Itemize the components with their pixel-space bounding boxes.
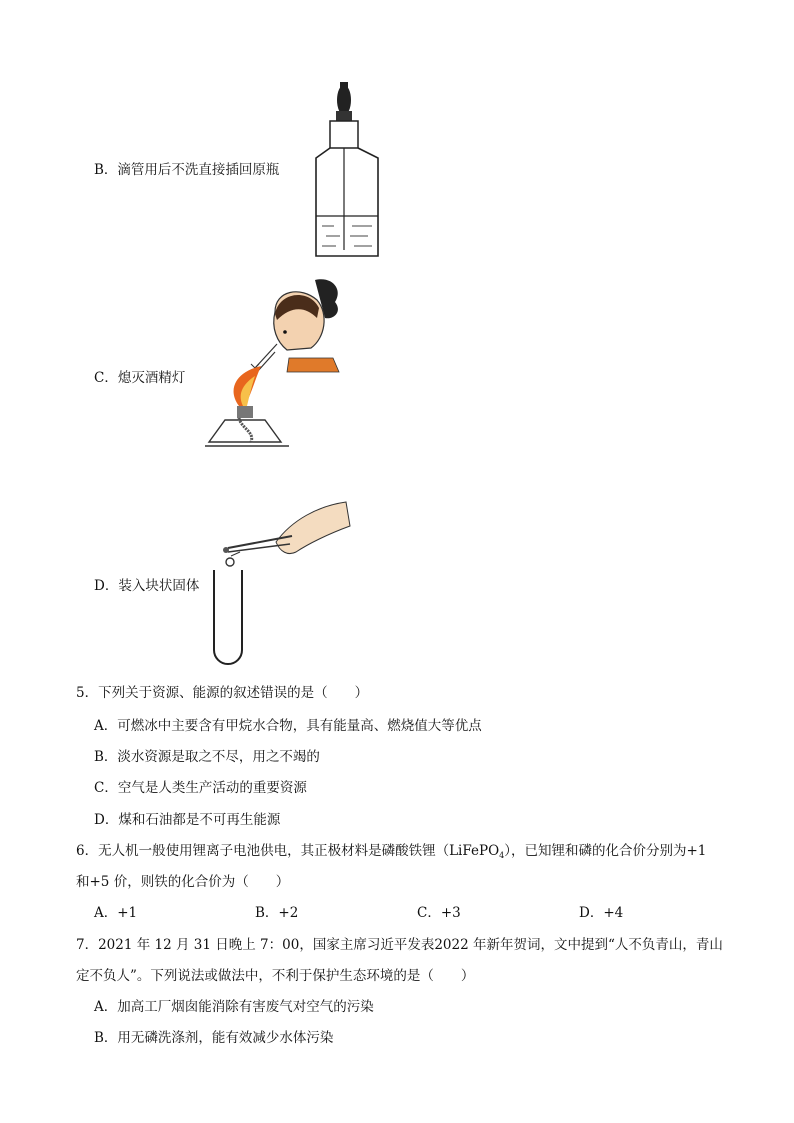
- q6-stem-before: 6．无人机一般使用锂离子电池供电，其正极材料是磷酸铁锂（LiFePO: [76, 843, 500, 859]
- q6-stem-after: ），已知锂和磷的化合价分别为+1: [504, 843, 707, 859]
- q5-option-c: C．空气是人类生产活动的重要资源: [94, 780, 307, 796]
- question-5-stem: 5．下列关于资源、能源的叙述错误的是（ ）: [76, 685, 369, 701]
- tweezers-test-tube-icon: [208, 500, 353, 674]
- q6-option-a: A．+1: [94, 905, 138, 921]
- question-7-stem-line-1: 7．2021 年 12 月 31 日晚上 7：00，国家主席习近平发表2022 年新年贺词，文中提到“人不负青山，青山: [76, 937, 723, 953]
- option-b-label: B．滴管用后不洗直接插回原瓶: [94, 162, 280, 178]
- question-7-stem-line-2: 定不负人”。下列说法或做法中，不利于保护生态环境的是（ ）: [76, 968, 475, 984]
- option-c-label: C．熄灭酒精灯: [94, 370, 186, 386]
- question-6-stem-line-1: [76, 842, 706, 865]
- q5-option-d: D．煤和石油都是不可再生能源: [94, 812, 281, 828]
- q6-option-d: D．+4: [579, 905, 624, 921]
- dropper-bottle-icon: [300, 78, 390, 264]
- q7-option-b: B．用无磷洗涤剂，能有效减少水体污染: [94, 1030, 334, 1046]
- q5-option-a: A．可燃冰中主要含有甲烷水合物，具有能量高、燃烧值大等优点: [94, 718, 482, 734]
- question-6-stem-line-2: 和+5 价，则铁的化合价为（ ）: [76, 874, 290, 890]
- q6-option-b: B．+2: [255, 905, 299, 921]
- q7-option-a: A．加高工厂烟囱能消除有害废气对空气的污染: [94, 999, 374, 1015]
- q5-option-b: B．淡水资源是取之不尽，用之不竭的: [94, 749, 320, 765]
- blow-out-alcohol-lamp-icon: [205, 272, 345, 454]
- q6-option-c: C．+3: [417, 905, 461, 921]
- option-d-label: D．装入块状固体: [94, 578, 200, 594]
- q6-stem-subscript: 4: [499, 851, 505, 860]
